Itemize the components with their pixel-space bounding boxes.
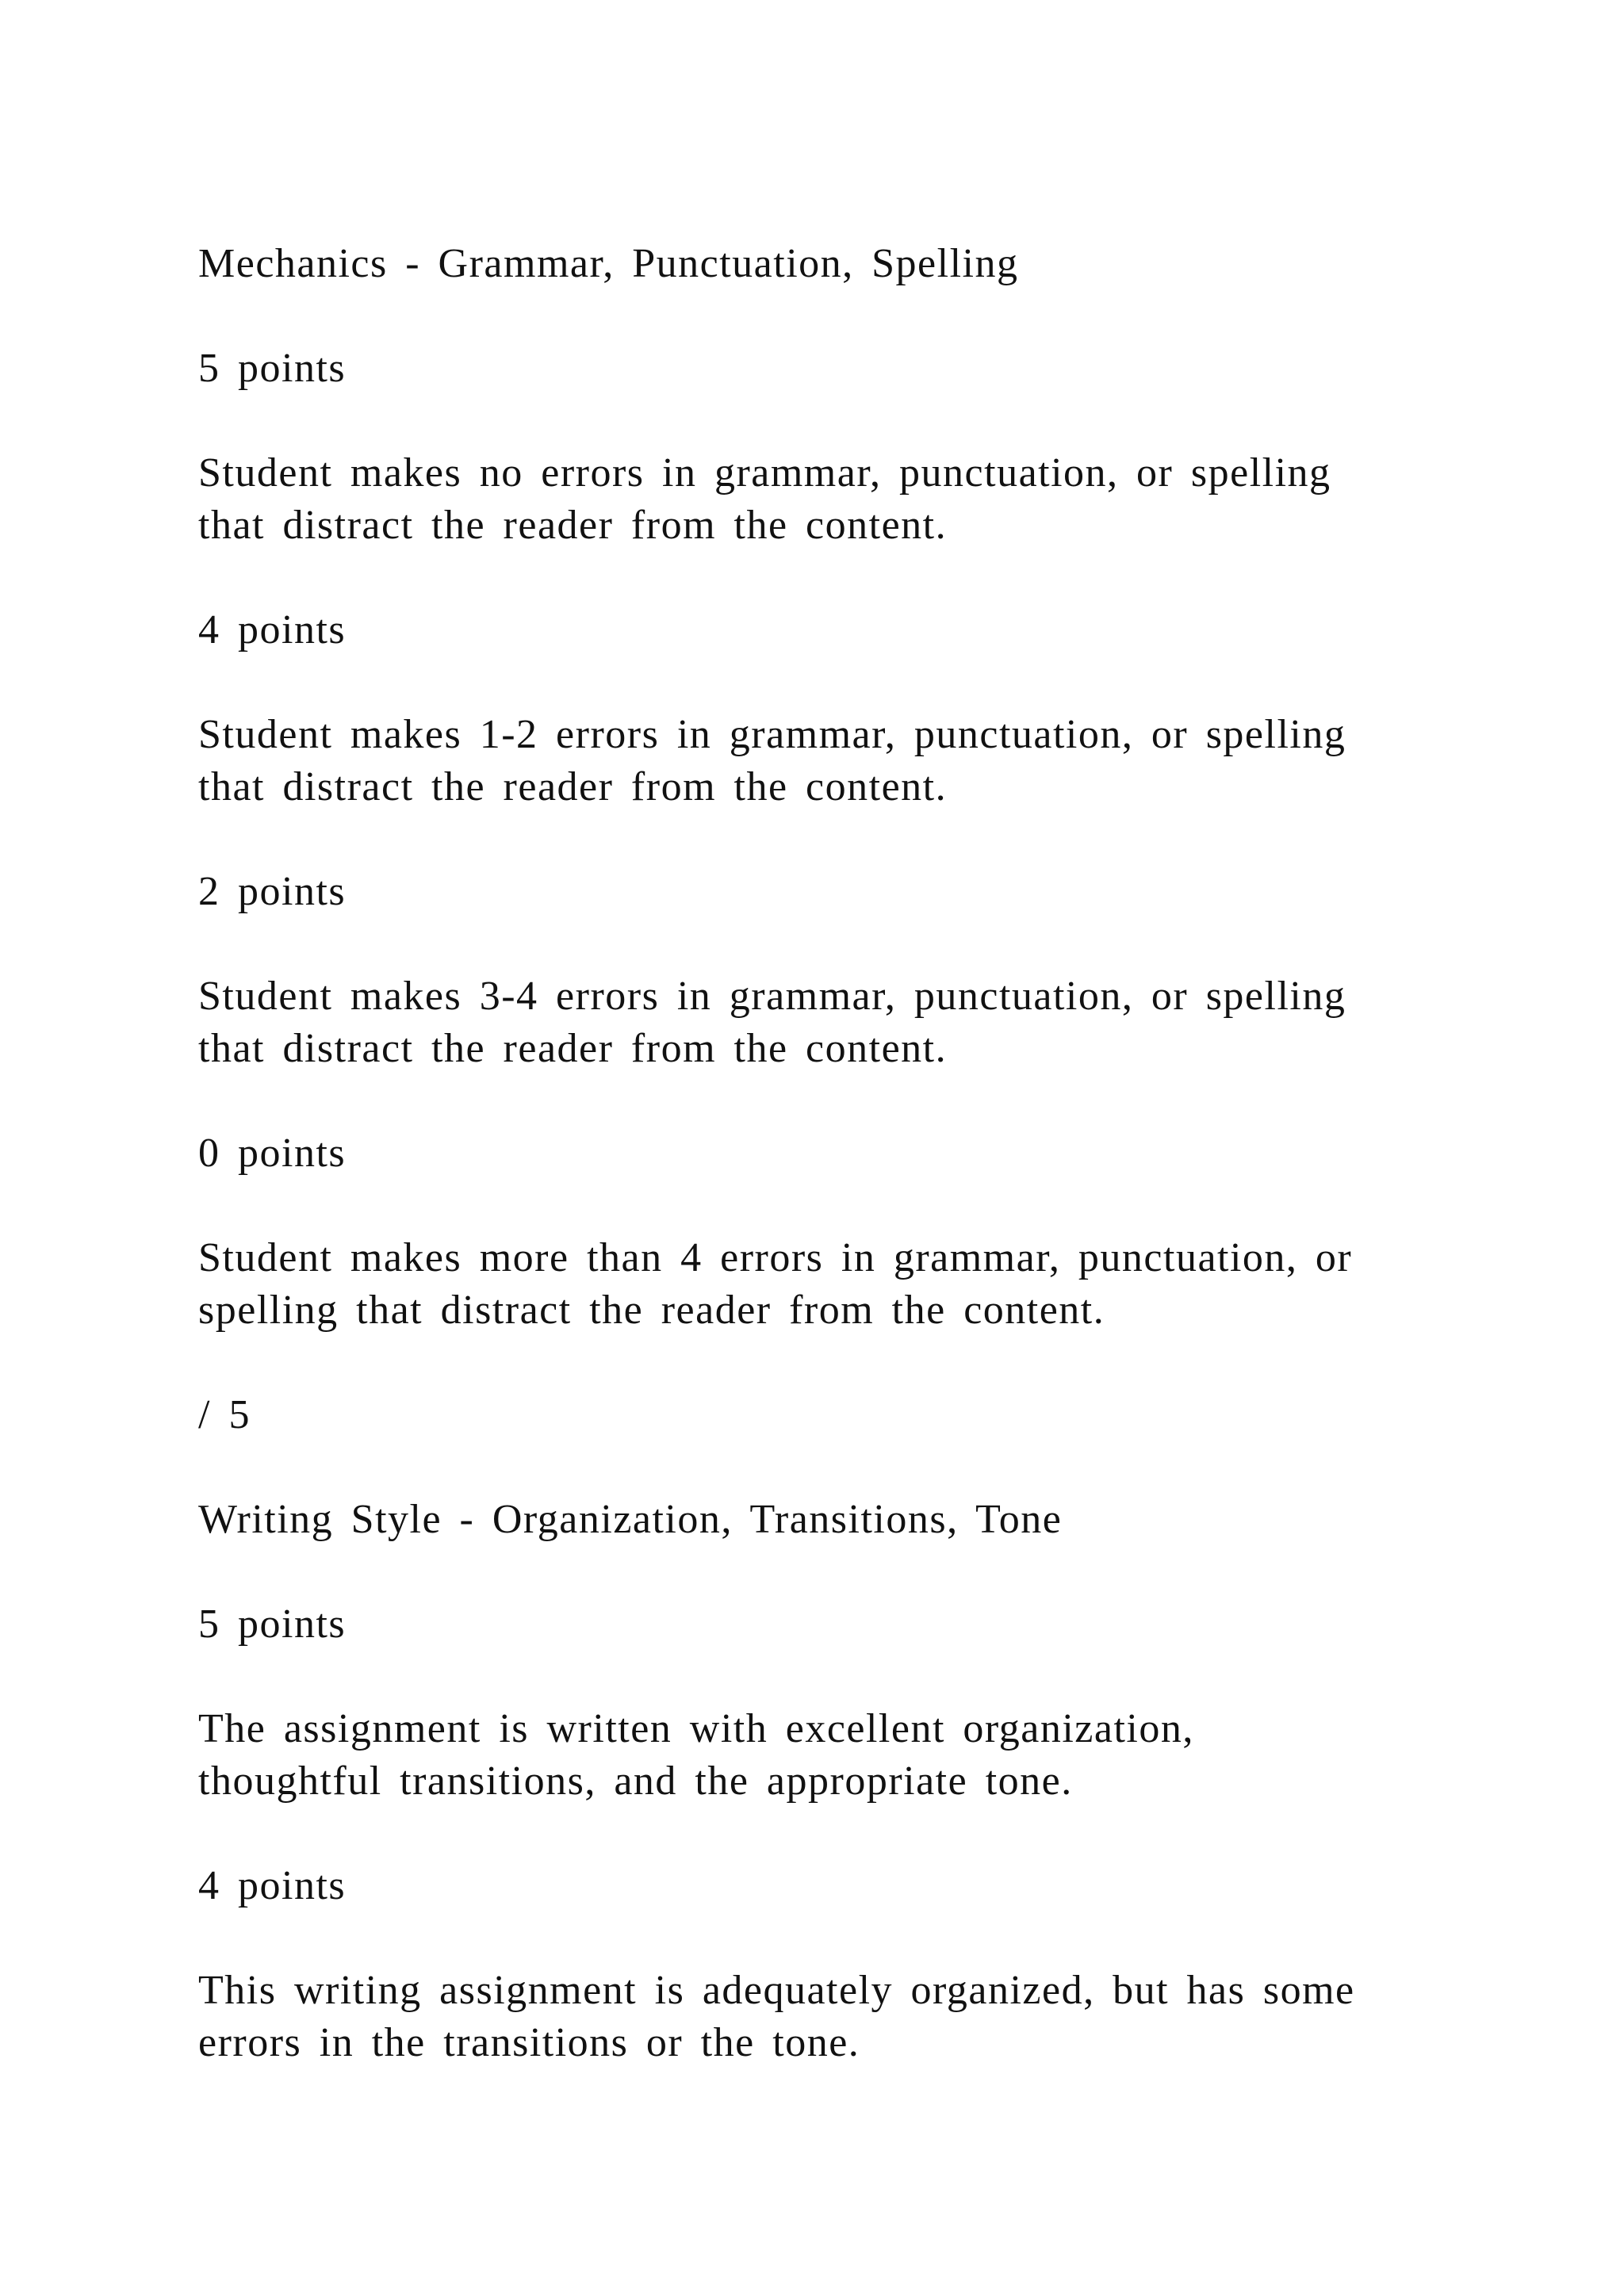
criterion-description: This writing assignment is adequately organized, but has some errors in the transitions or the tone.	[198, 1968, 1355, 2065]
score-level-2-points: 2 points	[198, 869, 347, 914]
section-heading-writing-style: Writing Style - Organization, Transitions, Tone	[198, 1497, 1063, 1542]
criterion-description: Student makes no errors in grammar, punctuation, or spelling that distract the reader from the content.	[198, 450, 1331, 548]
score-level-0-points: 0 points	[198, 1131, 347, 1176]
criterion-description: Student makes 1-2 errors in grammar, punctuation, or spelling that distract the reader from the content.	[198, 712, 1346, 809]
score-level-5-points: 5 points	[198, 1601, 347, 1647]
score-level-4-points: 4 points	[198, 1863, 347, 1908]
score-level-5-points: 5 points	[198, 346, 347, 391]
score-total: / 5	[198, 1392, 251, 1437]
section-heading-mechanics: Mechanics - Grammar, Punctuation, Spelling	[198, 241, 1019, 286]
score-level-4-points: 4 points	[198, 607, 347, 652]
criterion-description: Student makes 3-4 errors in grammar, punctuation, or spelling that distract the reader from the content.	[198, 974, 1346, 1071]
criterion-description: The assignment is written with excellent organization, thoughtful transitions, and the appropriate tone.	[198, 1706, 1194, 1804]
document-body	[198, 238, 1435, 2122]
criterion-description: Student makes more than 4 errors in grammar, punctuation, or spelling that distract the reader from the content.	[198, 1235, 1353, 1333]
